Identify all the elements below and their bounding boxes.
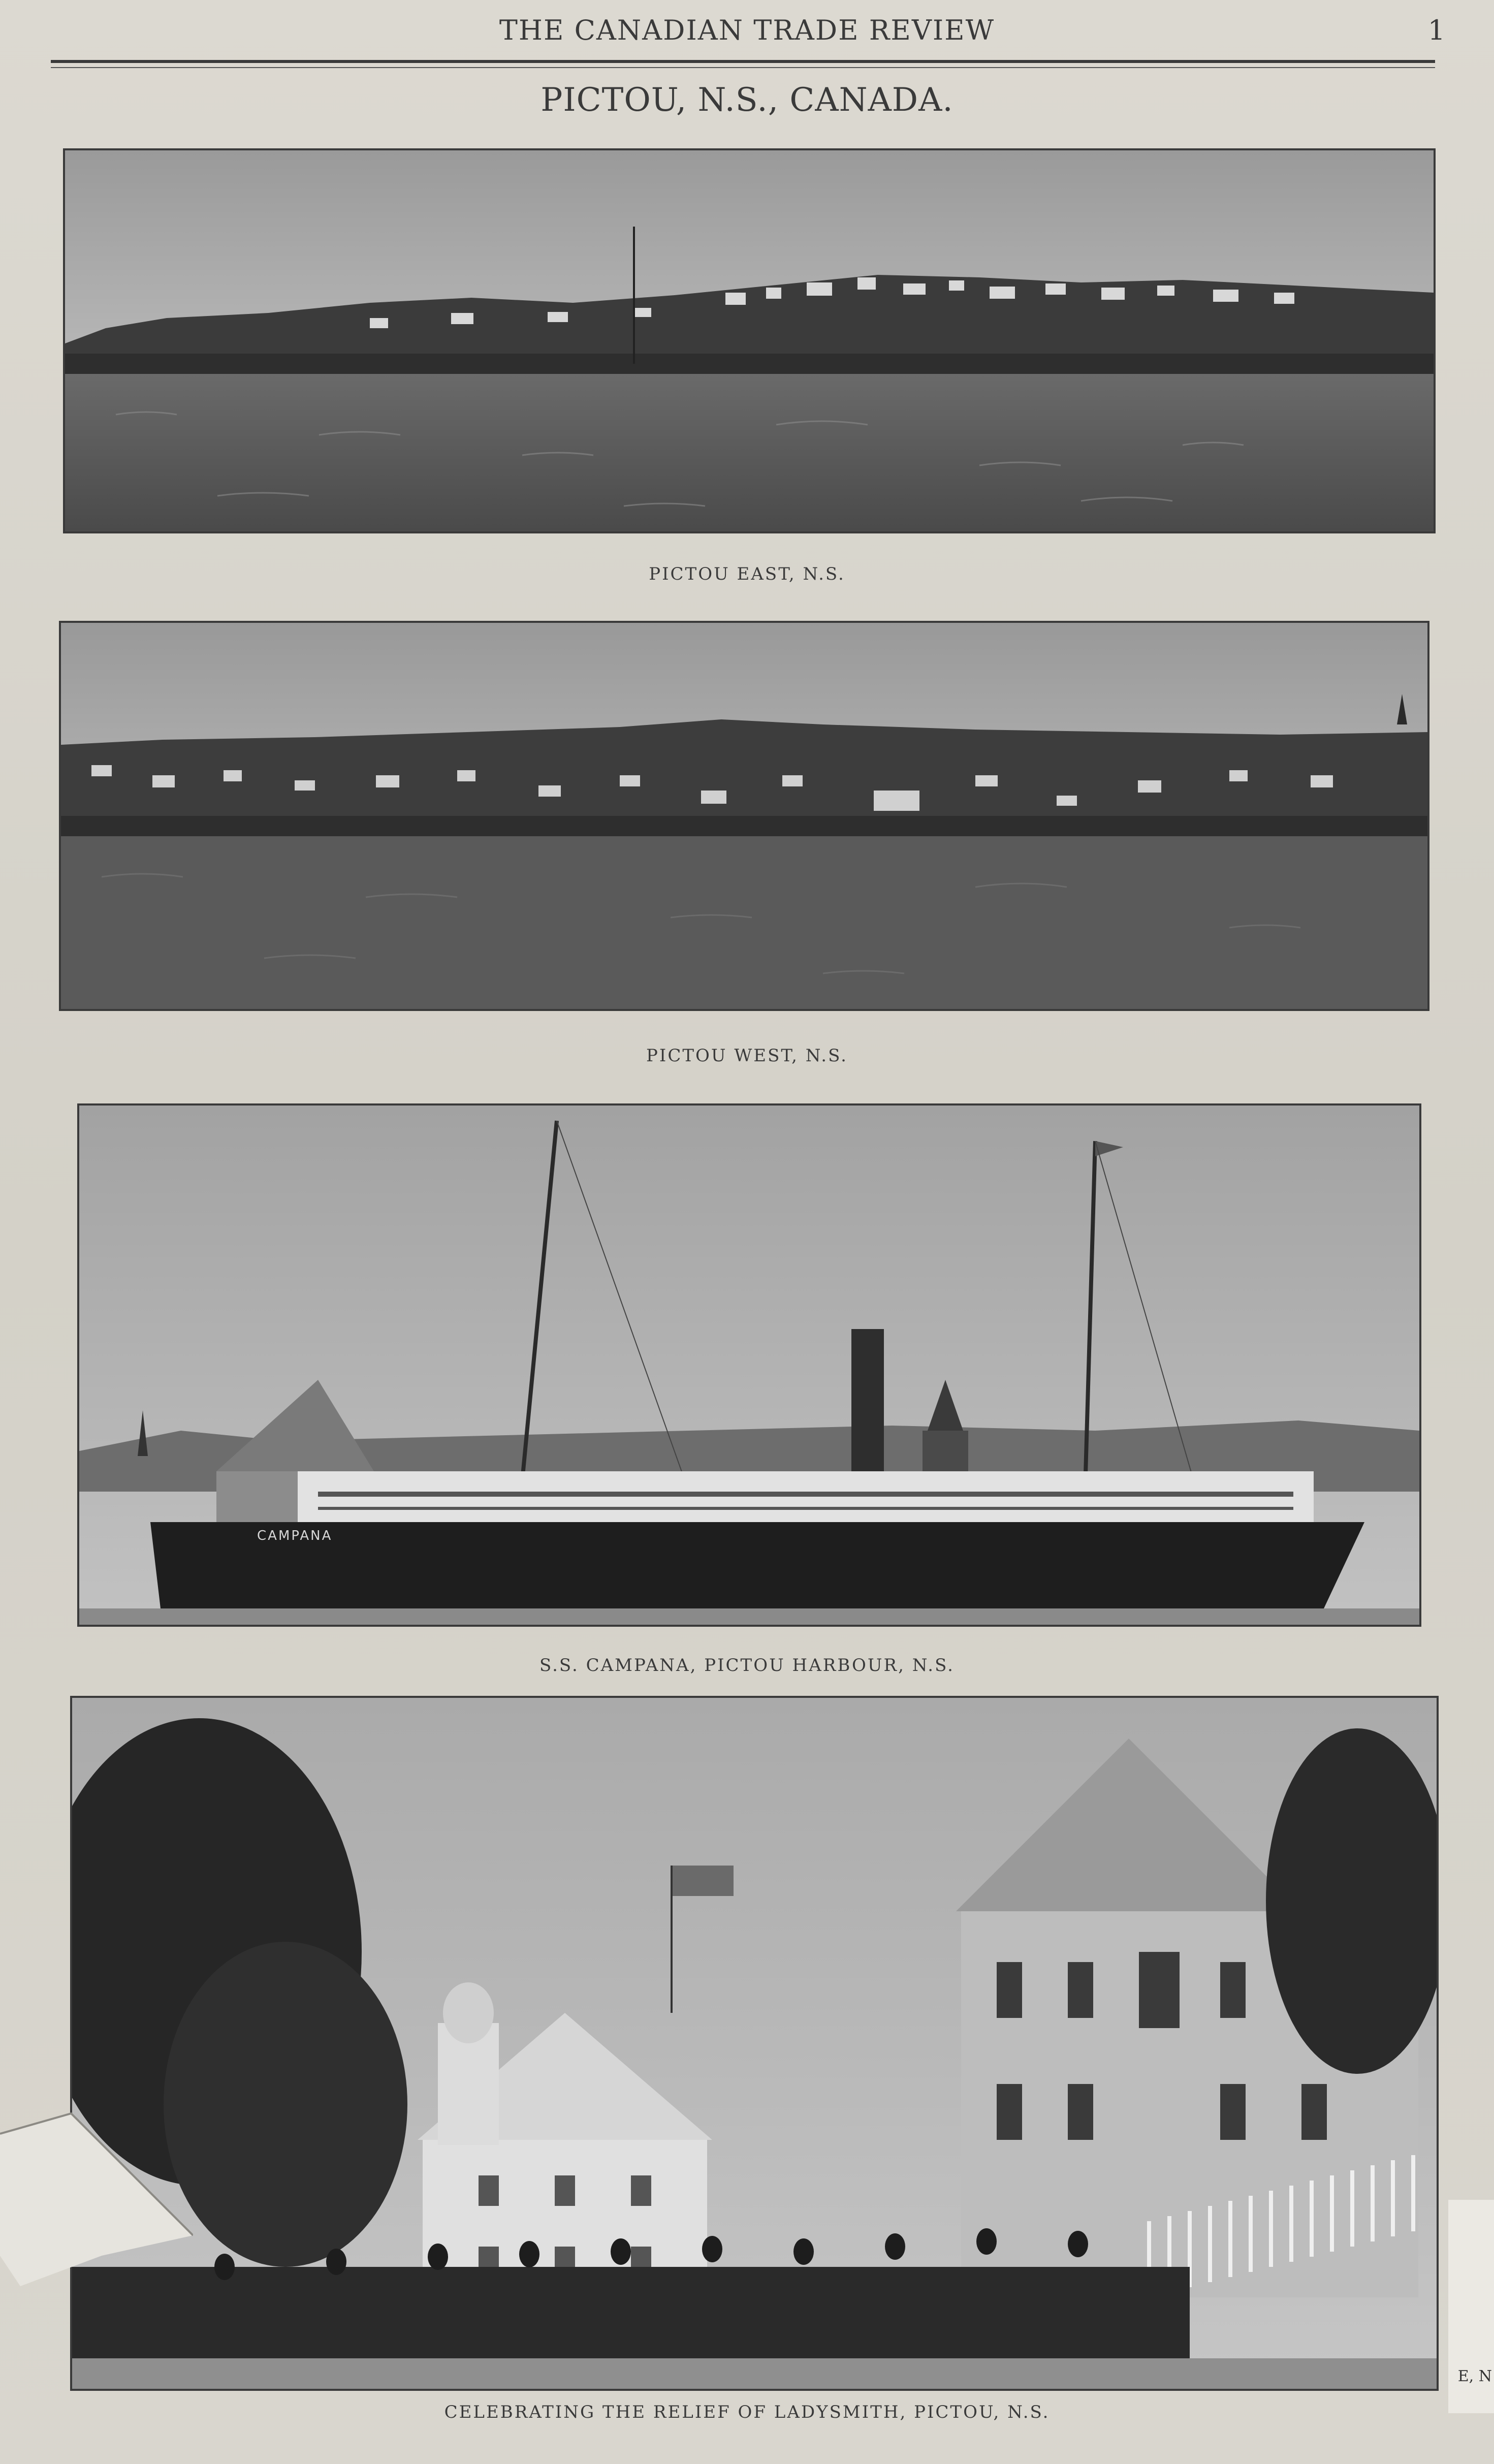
publication-title: THE CANADIAN TRADE REVIEW	[499, 14, 995, 46]
header-rule	[51, 60, 1435, 63]
photo-ladysmith-celebration	[70, 1696, 1439, 2391]
caption-pictou-east: PICTOU EAST, N.S.	[649, 564, 845, 584]
page-number: 1	[1427, 14, 1445, 46]
page-title: PICTOU, N.S., CANADA.	[541, 81, 953, 119]
ship-name-label: CAMPANA	[257, 1528, 333, 1543]
caption-ladysmith-celebration: CELEBRATING THE RELIEF OF LADYSMITH, PICTOU, N.S.	[444, 2402, 1050, 2422]
caption-pictou-west: PICTOU WEST, N.S.	[646, 1046, 848, 1066]
torn-corner	[0, 2103, 193, 2286]
photo-ss-campana	[77, 1103, 1421, 1627]
adjacent-page-text: E, N	[1457, 2367, 1492, 2385]
caption-ss-campana: S.S. CAMPANA, PICTOU HARBOUR, N.S.	[539, 1655, 955, 1676]
photo-pictou-east	[63, 148, 1436, 533]
header-rule-thin	[51, 67, 1435, 68]
photo-pictou-west	[59, 621, 1429, 1011]
